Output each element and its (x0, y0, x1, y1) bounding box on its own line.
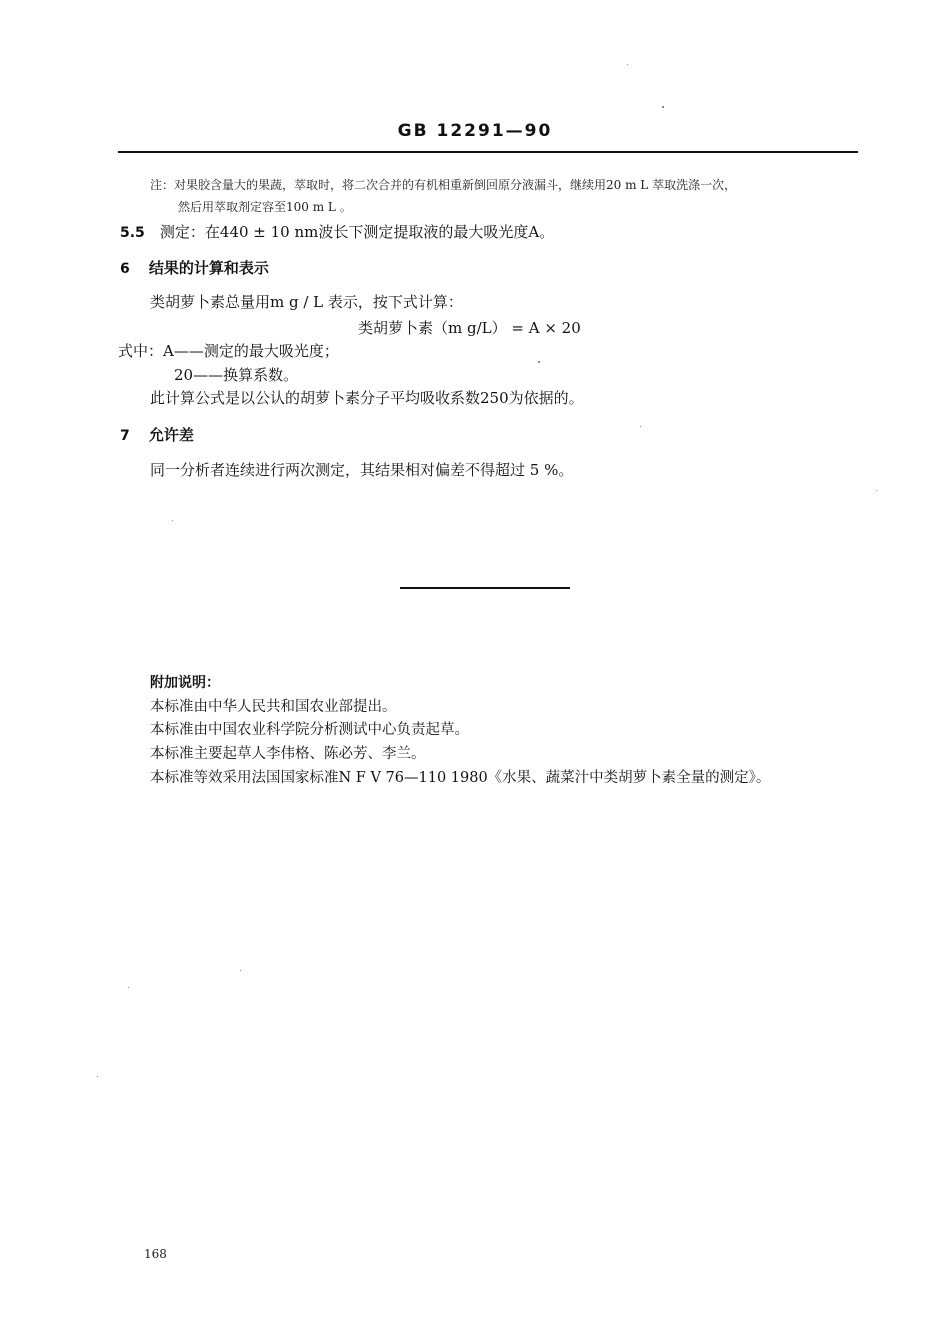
page-number: 168 (144, 1247, 167, 1261)
end-rule (400, 587, 570, 589)
note-line-1: 注：对果胶含量大的果蔬，萃取时，将二次合并的有机相重新倒回原分液漏斗，继续用20 m L 萃取洗涤一次， (150, 178, 737, 192)
section-title: 允许差 (148, 426, 194, 444)
where-20: 20——换算系数。 (174, 366, 299, 384)
calc-intro: 类胡萝卜素总量用m g / L 表示，按下式计算： (150, 293, 463, 311)
note-line-2: 然后用萃取剂定容至100 m L 。 (178, 200, 352, 214)
additional-notes-title: 附加说明： (150, 675, 220, 691)
section-7-text: 同一分析者连续进行两次测定，其结果相对偏差不得超过 5 %。 (150, 461, 574, 479)
section-7-heading (120, 424, 194, 445)
section-number: 6 (120, 261, 130, 277)
calc-formula: 类胡萝卜素（m g/L） = A × 20 (358, 319, 581, 337)
scan-speck (240, 970, 241, 971)
additional-line-1: 本标准由中华人民共和国农业部提出。 (150, 699, 397, 715)
section-title: 结果的计算和表示 (148, 259, 269, 277)
scan-speck (627, 64, 628, 65)
page-header-standard-code: GB 12291—90 (397, 121, 553, 141)
section-6-heading (120, 257, 269, 278)
additional-line-3: 本标准主要起草人李伟格、陈必芳、李兰。 (150, 746, 426, 762)
scan-speck (876, 490, 877, 491)
additional-line-2: 本标准由中国农业科学院分析测试中心负责起草。 (150, 722, 469, 738)
scan-speck (128, 987, 129, 988)
scan-speck (640, 426, 641, 427)
section-text: 测定：在440 ± 10 nm波长下测定提取液的最大吸光度A。 (159, 223, 555, 241)
section-number: 5.5 (120, 225, 145, 241)
header-rule (118, 151, 858, 153)
additional-line-4: 本标准等效采用法国国家标准N F V 76—110 1980《水果、蔬菜汁中类胡萝卜素全量的测定》。 (150, 770, 771, 786)
scan-speck (662, 106, 664, 108)
calc-basis: 此计算公式是以公认的胡萝卜素分子平均吸收系数250为依据的。 (150, 389, 584, 407)
scan-speck (172, 520, 173, 521)
where-A: 式中：A——测定的最大吸光度； (118, 342, 339, 360)
section-5-5 (120, 221, 554, 242)
scan-speck (97, 1076, 98, 1077)
scan-speck (538, 361, 540, 363)
section-number: 7 (120, 428, 130, 444)
